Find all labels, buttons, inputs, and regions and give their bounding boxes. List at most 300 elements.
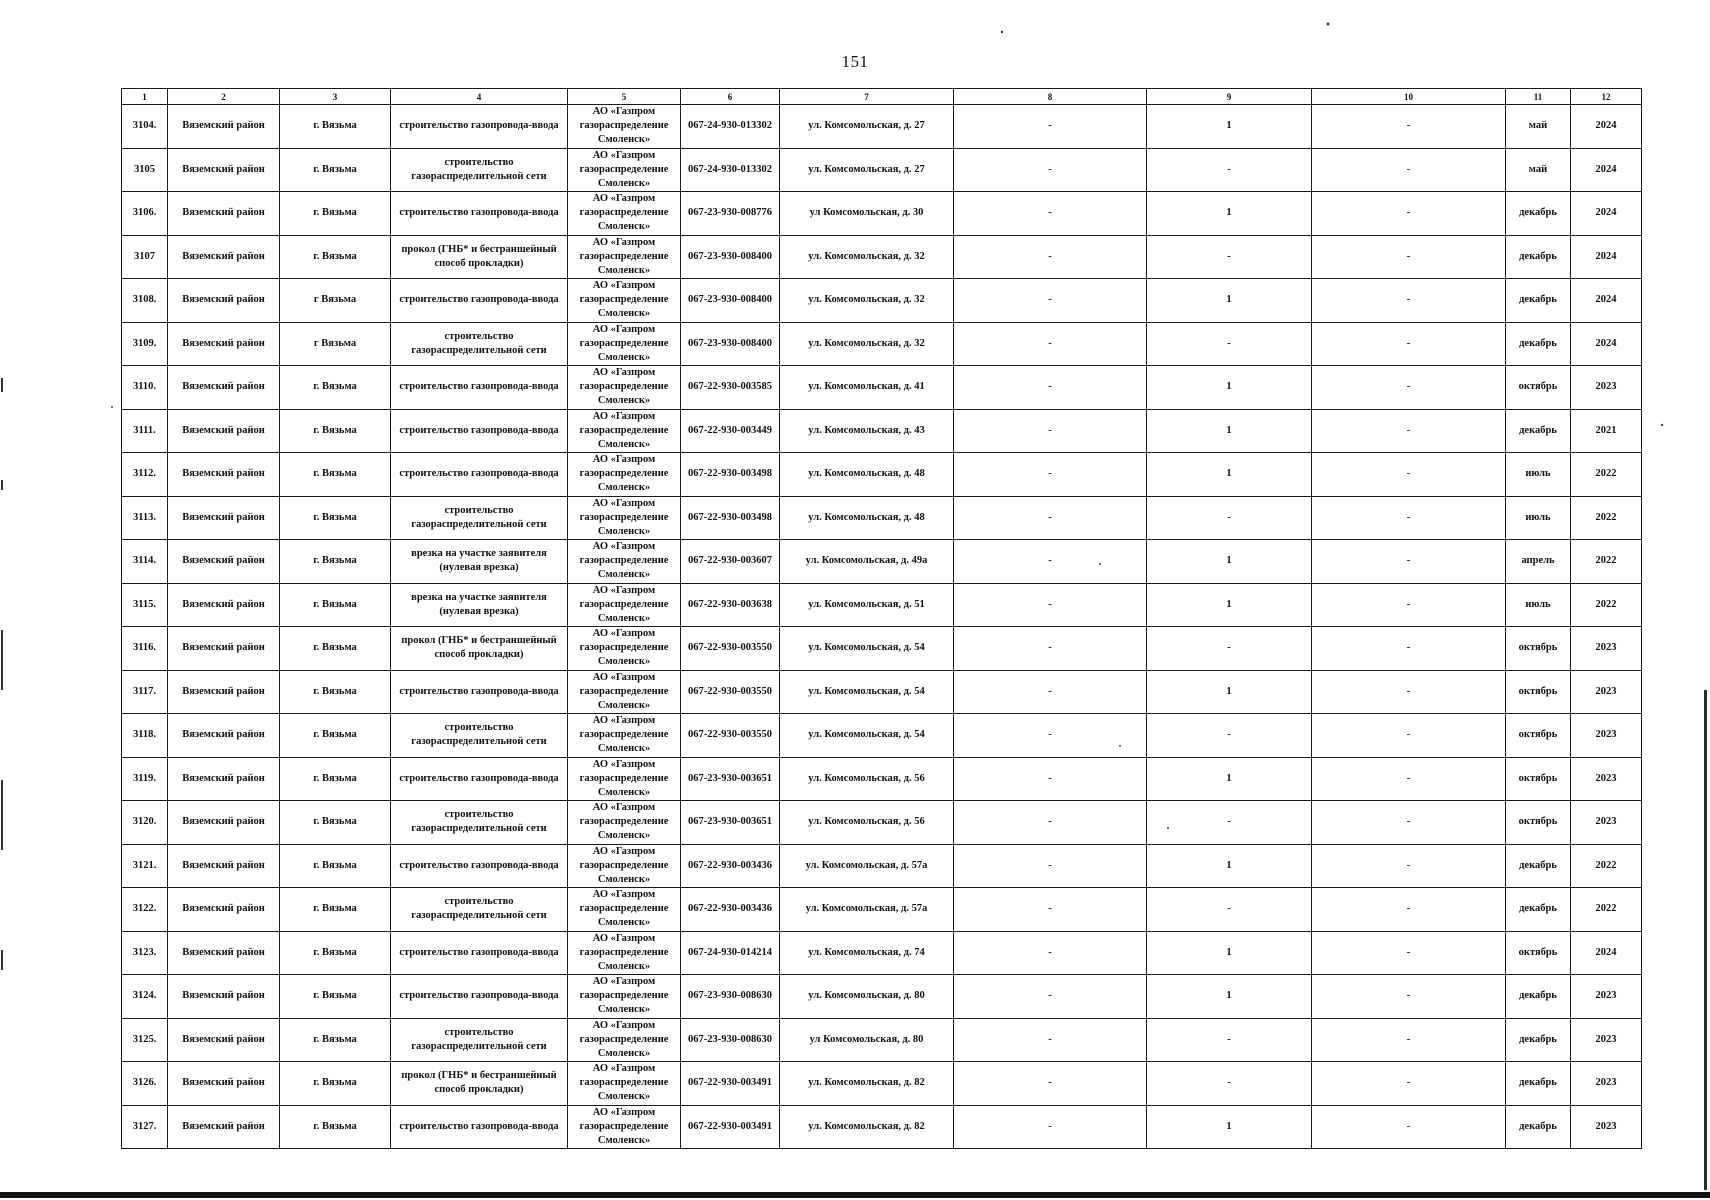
organization-line: Смоленск»: [597, 830, 651, 842]
column-10-cell: -: [1312, 757, 1506, 801]
column-10-cell: -: [1312, 192, 1506, 236]
address-cell: ул Комсомольская, д. 80: [780, 1018, 954, 1062]
organization-line: Смоленск»: [597, 264, 651, 276]
register-table: [121, 88, 1642, 1149]
work-type-line: строительство: [444, 330, 514, 342]
work-type-line: строительство: [444, 156, 514, 168]
column-8-cell: -: [954, 496, 1147, 540]
city-cell: г. Вязьма: [280, 931, 391, 975]
table-row: [122, 1018, 1642, 1062]
application-code-cell: 067-23-930-008400: [681, 235, 780, 279]
organization-line: АО «Газпром: [592, 1106, 656, 1118]
column-8-cell: -: [954, 322, 1147, 366]
row-number: 3114.: [122, 540, 168, 584]
city-cell: г Вязьма: [280, 279, 391, 323]
organization-line: газораспределение: [579, 337, 669, 349]
year-cell: 2021: [1571, 409, 1642, 453]
organization-line: АО «Газпром: [592, 367, 656, 379]
column-8-cell: -: [954, 714, 1147, 758]
address-cell: ул. Комсомольская, д. 32: [780, 322, 954, 366]
organization-line: газораспределение: [579, 555, 669, 567]
work-type-line: строительство газопровода-ввода: [399, 424, 559, 436]
organization-line: Смоленск»: [597, 438, 651, 450]
district-cell: Вяземский район: [168, 409, 280, 453]
city-cell: г. Вязьма: [280, 714, 391, 758]
city-cell: г. Вязьма: [280, 844, 391, 888]
table-row: [122, 540, 1642, 584]
address-cell: ул. Комсомольская, д. 32: [780, 235, 954, 279]
year-cell: 2023: [1571, 670, 1642, 714]
organization-line: АО «Газпром: [592, 1019, 656, 1031]
district-cell: Вяземский район: [168, 888, 280, 932]
column-9-cell: -: [1147, 627, 1312, 671]
work-type-cell: [391, 714, 568, 758]
column-10-cell: -: [1312, 1062, 1506, 1106]
organization-cell: [568, 235, 681, 279]
row-number: 3113.: [122, 496, 168, 540]
district-cell: Вяземский район: [168, 235, 280, 279]
table-row: [122, 192, 1642, 236]
organization-line: Смоленск»: [597, 786, 651, 798]
work-type-line: строительство: [444, 722, 514, 734]
column-header-6: 6: [681, 89, 780, 105]
organization-cell: [568, 105, 681, 149]
month-cell: декабрь: [1506, 192, 1571, 236]
organization-line: АО «Газпром: [592, 628, 656, 640]
column-10-cell: -: [1312, 627, 1506, 671]
column-9-cell: -: [1147, 801, 1312, 845]
column-8-cell: -: [954, 235, 1147, 279]
organization-line: АО «Газпром: [592, 1063, 656, 1075]
row-number: 3118.: [122, 714, 168, 758]
table-row: [122, 1062, 1642, 1106]
address-cell: ул. Комсомольская, д. 54: [780, 627, 954, 671]
district-cell: Вяземский район: [168, 583, 280, 627]
application-code-cell: 067-22-930-003491: [681, 1062, 780, 1106]
application-code-cell: 067-22-930-003449: [681, 409, 780, 453]
year-cell: 2023: [1571, 801, 1642, 845]
city-cell: г. Вязьма: [280, 496, 391, 540]
organization-cell: [568, 192, 681, 236]
work-type-line: газораспределительной сети: [411, 518, 547, 530]
month-cell: декабрь: [1506, 1018, 1571, 1062]
work-type-line: способ прокладки): [434, 1084, 524, 1096]
table-row: [122, 801, 1642, 845]
year-cell: 2023: [1571, 714, 1642, 758]
work-type-line: строительство газопровода-ввода: [399, 120, 559, 132]
year-cell: 2024: [1571, 235, 1642, 279]
scan-bottom-edge: [0, 1192, 1710, 1198]
column-8-cell: -: [954, 670, 1147, 714]
column-header-5: 5: [568, 89, 681, 105]
column-9-cell: 1: [1147, 1105, 1312, 1149]
column-header-9: 9: [1147, 89, 1312, 105]
table-row: [122, 453, 1642, 497]
district-cell: Вяземский район: [168, 1105, 280, 1149]
work-type-line: газораспределительной сети: [411, 823, 547, 835]
address-cell: ул. Комсомольская, д. 54: [780, 714, 954, 758]
row-number: 3127.: [122, 1105, 168, 1149]
organization-line: Смоленск»: [597, 395, 651, 407]
organization-cell: [568, 1105, 681, 1149]
organization-line: АО «Газпром: [592, 454, 656, 466]
year-cell: 2022: [1571, 453, 1642, 497]
organization-line: газораспределение: [579, 468, 669, 480]
table-row: [122, 148, 1642, 192]
organization-line: газораспределение: [579, 990, 669, 1002]
address-cell: ул. Комсомольская, д. 48: [780, 453, 954, 497]
city-cell: г. Вязьма: [280, 670, 391, 714]
organization-line: Смоленск»: [597, 1047, 651, 1059]
work-type-line: строительство газопровода-ввода: [399, 859, 559, 871]
organization-line: газораспределение: [579, 859, 669, 871]
year-cell: 2024: [1571, 192, 1642, 236]
district-cell: Вяземский район: [168, 105, 280, 149]
column-9-cell: 1: [1147, 453, 1312, 497]
column-10-cell: -: [1312, 322, 1506, 366]
work-type-line: строительство газопровода-ввода: [399, 1120, 559, 1132]
city-cell: г. Вязьма: [280, 453, 391, 497]
work-type-line: строительство газопровода-ввода: [399, 772, 559, 784]
organization-line: АО «Газпром: [592, 149, 656, 161]
organization-line: Смоленск»: [597, 221, 651, 233]
year-cell: 2023: [1571, 627, 1642, 671]
table-row: [122, 975, 1642, 1019]
row-number: 3116.: [122, 627, 168, 671]
address-cell: ул. Комсомольская, д. 27: [780, 105, 954, 149]
year-cell: 2022: [1571, 888, 1642, 932]
organization-line: газораспределение: [579, 294, 669, 306]
work-type-line: врезка на участке заявителя: [411, 591, 547, 603]
column-9-cell: -: [1147, 148, 1312, 192]
year-cell: 2022: [1571, 540, 1642, 584]
organization-line: Смоленск»: [597, 960, 651, 972]
column-10-cell: -: [1312, 888, 1506, 932]
organization-line: газораспределение: [579, 598, 669, 610]
organization-line: Смоленск»: [597, 917, 651, 929]
organization-line: газораспределение: [579, 381, 669, 393]
organization-cell: [568, 888, 681, 932]
table-row: [122, 670, 1642, 714]
district-cell: Вяземский район: [168, 975, 280, 1019]
district-cell: Вяземский район: [168, 279, 280, 323]
work-type-line: газораспределительной сети: [411, 736, 547, 748]
column-8-cell: -: [954, 453, 1147, 497]
table-row: [122, 931, 1642, 975]
city-cell: г. Вязьма: [280, 1105, 391, 1149]
work-type-cell: [391, 105, 568, 149]
column-header-11: 11: [1506, 89, 1571, 105]
application-code-cell: 067-23-930-008400: [681, 322, 780, 366]
district-cell: Вяземский район: [168, 670, 280, 714]
organization-line: Смоленск»: [597, 569, 651, 581]
work-type-cell: [391, 801, 568, 845]
address-cell: ул. Комсомольская, д. 41: [780, 366, 954, 410]
organization-cell: [568, 1062, 681, 1106]
year-cell: 2023: [1571, 366, 1642, 410]
work-type-cell: [391, 931, 568, 975]
organization-line: АО «Газпром: [592, 758, 656, 770]
column-8-cell: -: [954, 192, 1147, 236]
row-number: 3125.: [122, 1018, 168, 1062]
district-cell: Вяземский район: [168, 714, 280, 758]
district-cell: Вяземский район: [168, 801, 280, 845]
row-number: 3122.: [122, 888, 168, 932]
district-cell: Вяземский район: [168, 1062, 280, 1106]
column-9-cell: 1: [1147, 105, 1312, 149]
column-10-cell: -: [1312, 279, 1506, 323]
column-8-cell: -: [954, 975, 1147, 1019]
month-cell: май: [1506, 105, 1571, 149]
column-header-4: 4: [391, 89, 568, 105]
district-cell: Вяземский район: [168, 366, 280, 410]
column-header-8: 8: [954, 89, 1147, 105]
column-9-cell: 1: [1147, 192, 1312, 236]
column-10-cell: -: [1312, 975, 1506, 1019]
month-cell: декабрь: [1506, 322, 1571, 366]
column-8-cell: -: [954, 366, 1147, 410]
work-type-line: способ прокладки): [434, 649, 524, 661]
column-header-1: 1: [122, 89, 168, 105]
row-number: 3109.: [122, 322, 168, 366]
work-type-cell: [391, 322, 568, 366]
organization-line: АО «Газпром: [592, 671, 656, 683]
address-cell: ул. Комсомольская, д. 82: [780, 1062, 954, 1106]
column-8-cell: -: [954, 105, 1147, 149]
table-row: [122, 844, 1642, 888]
organization-line: газораспределение: [579, 1120, 669, 1132]
organization-line: АО «Газпром: [592, 715, 656, 727]
column-9-cell: 1: [1147, 757, 1312, 801]
row-number: 3108.: [122, 279, 168, 323]
year-cell: 2022: [1571, 844, 1642, 888]
address-cell: ул. Комсомольская, д. 27: [780, 148, 954, 192]
organization-line: Смоленск»: [597, 1004, 651, 1016]
work-type-line: строительство: [444, 896, 514, 908]
district-cell: Вяземский район: [168, 322, 280, 366]
address-cell: ул. Комсомольская, д. 74: [780, 931, 954, 975]
work-type-cell: [391, 757, 568, 801]
year-cell: 2023: [1571, 1062, 1642, 1106]
column-9-cell: -: [1147, 1062, 1312, 1106]
column-10-cell: -: [1312, 714, 1506, 758]
column-8-cell: -: [954, 757, 1147, 801]
organization-line: газораспределение: [579, 642, 669, 654]
organization-line: АО «Газпром: [592, 584, 656, 596]
month-cell: июль: [1506, 583, 1571, 627]
address-cell: ул. Комсомольская, д. 49а: [780, 540, 954, 584]
organization-line: АО «Газпром: [592, 106, 656, 118]
row-number: 3119.: [122, 757, 168, 801]
work-type-line: строительство: [444, 504, 514, 516]
row-number: 3112.: [122, 453, 168, 497]
organization-cell: [568, 279, 681, 323]
row-number: 3121.: [122, 844, 168, 888]
organization-line: АО «Газпром: [592, 236, 656, 248]
month-cell: октябрь: [1506, 931, 1571, 975]
address-cell: ул. Комсомольская, д. 51: [780, 583, 954, 627]
page-number: 151: [841, 52, 869, 71]
application-code-cell: 067-23-930-003651: [681, 801, 780, 845]
work-type-line: строительство: [444, 809, 514, 821]
address-cell: ул. Комсомольская, д. 43: [780, 409, 954, 453]
scan-edge-marks: [0, 360, 10, 1020]
organization-line: газораспределение: [579, 685, 669, 697]
organization-cell: [568, 409, 681, 453]
work-type-line: прокол (ГНБ* и бестраншейный: [401, 635, 557, 647]
organization-line: Смоленск»: [597, 482, 651, 494]
column-number-row: [122, 89, 1642, 105]
application-code-cell: 067-22-930-003436: [681, 844, 780, 888]
year-cell: 2024: [1571, 105, 1642, 149]
organization-line: газораспределение: [579, 772, 669, 784]
application-code-cell: 067-23-930-003651: [681, 757, 780, 801]
column-8-cell: -: [954, 844, 1147, 888]
scan-right-edge: [1704, 690, 1707, 1190]
work-type-line: газораспределительной сети: [411, 1040, 547, 1052]
work-type-line: строительство газопровода-ввода: [399, 381, 559, 393]
year-cell: 2023: [1571, 1018, 1642, 1062]
year-cell: 2023: [1571, 975, 1642, 1019]
city-cell: г. Вязьма: [280, 148, 391, 192]
application-code-cell: 067-22-930-003498: [681, 453, 780, 497]
row-number: 3117.: [122, 670, 168, 714]
row-number: 3107: [122, 235, 168, 279]
organization-cell: [568, 931, 681, 975]
application-code-cell: 067-22-930-003585: [681, 366, 780, 410]
application-code-cell: 067-22-930-003550: [681, 670, 780, 714]
organization-line: Смоленск»: [597, 699, 651, 711]
column-10-cell: -: [1312, 453, 1506, 497]
organization-line: Смоленск»: [597, 656, 651, 668]
row-number: 3104.: [122, 105, 168, 149]
district-cell: Вяземский район: [168, 931, 280, 975]
table-row: [122, 757, 1642, 801]
district-cell: Вяземский район: [168, 192, 280, 236]
city-cell: г. Вязьма: [280, 801, 391, 845]
work-type-cell: [391, 1105, 568, 1149]
work-type-line: способ прокладки): [434, 257, 524, 269]
city-cell: г. Вязьма: [280, 105, 391, 149]
column-10-cell: -: [1312, 366, 1506, 410]
organization-line: Смоленск»: [597, 612, 651, 624]
row-number: 3115.: [122, 583, 168, 627]
district-cell: Вяземский район: [168, 757, 280, 801]
organization-line: АО «Газпром: [592, 932, 656, 944]
organization-line: Смоленск»: [597, 1134, 651, 1146]
organization-line: газораспределение: [579, 1033, 669, 1045]
work-type-cell: [391, 279, 568, 323]
organization-cell: [568, 148, 681, 192]
month-cell: октябрь: [1506, 757, 1571, 801]
work-type-cell: [391, 975, 568, 1019]
column-10-cell: -: [1312, 409, 1506, 453]
column-9-cell: 1: [1147, 670, 1312, 714]
month-cell: декабрь: [1506, 409, 1571, 453]
column-8-cell: -: [954, 1062, 1147, 1106]
column-9-cell: 1: [1147, 975, 1312, 1019]
city-cell: г Вязьма: [280, 322, 391, 366]
address-cell: ул. Комсомольская, д. 48: [780, 496, 954, 540]
work-type-line: строительство газопровода-ввода: [399, 294, 559, 306]
organization-line: газораспределение: [579, 424, 669, 436]
organization-line: Смоленск»: [597, 1091, 651, 1103]
city-cell: г. Вязьма: [280, 627, 391, 671]
column-header-3: 3: [280, 89, 391, 105]
work-type-line: (нулевая врезка): [439, 562, 519, 574]
column-header-12: 12: [1571, 89, 1642, 105]
organization-cell: [568, 844, 681, 888]
row-number: 3106.: [122, 192, 168, 236]
month-cell: октябрь: [1506, 627, 1571, 671]
district-cell: Вяземский район: [168, 844, 280, 888]
address-cell: ул. Комсомольская, д. 80: [780, 975, 954, 1019]
application-code-cell: 067-22-930-003550: [681, 714, 780, 758]
column-10-cell: -: [1312, 148, 1506, 192]
work-type-line: строительство газопровода-ввода: [399, 685, 559, 697]
work-type-cell: [391, 148, 568, 192]
month-cell: октябрь: [1506, 714, 1571, 758]
work-type-line: строительство газопровода-ввода: [399, 207, 559, 219]
organization-line: газораспределение: [579, 729, 669, 741]
organization-cell: [568, 322, 681, 366]
work-type-line: строительство газопровода-ввода: [399, 468, 559, 480]
work-type-cell: [391, 627, 568, 671]
work-type-line: (нулевая врезка): [439, 605, 519, 617]
column-8-cell: -: [954, 627, 1147, 671]
column-9-cell: 1: [1147, 583, 1312, 627]
work-type-cell: [391, 540, 568, 584]
column-10-cell: -: [1312, 931, 1506, 975]
district-cell: Вяземский район: [168, 496, 280, 540]
work-type-line: газораспределительной сети: [411, 170, 547, 182]
application-code-cell: 067-23-930-008776: [681, 192, 780, 236]
column-8-cell: -: [954, 1018, 1147, 1062]
column-8-cell: -: [954, 888, 1147, 932]
row-number: 3126.: [122, 1062, 168, 1106]
year-cell: 2024: [1571, 148, 1642, 192]
column-header-7: 7: [780, 89, 954, 105]
organization-line: газораспределение: [579, 163, 669, 175]
district-cell: Вяземский район: [168, 453, 280, 497]
month-cell: июль: [1506, 496, 1571, 540]
month-cell: октябрь: [1506, 801, 1571, 845]
column-8-cell: -: [954, 801, 1147, 845]
work-type-line: строительство газопровода-ввода: [399, 990, 559, 1002]
organization-line: Смоленск»: [597, 177, 651, 189]
address-cell: ул. Комсомольская, д. 56: [780, 757, 954, 801]
table-row: [122, 496, 1642, 540]
column-9-cell: -: [1147, 496, 1312, 540]
work-type-cell: [391, 192, 568, 236]
address-cell: ул. Комсомольская, д. 57а: [780, 888, 954, 932]
year-cell: 2024: [1571, 322, 1642, 366]
application-code-cell: 067-22-930-003607: [681, 540, 780, 584]
address-cell: ул. Комсомольская, д. 57а: [780, 844, 954, 888]
column-8-cell: -: [954, 279, 1147, 323]
month-cell: октябрь: [1506, 366, 1571, 410]
city-cell: г. Вязьма: [280, 975, 391, 1019]
row-number: 3124.: [122, 975, 168, 1019]
organization-cell: [568, 1018, 681, 1062]
table-row: [122, 105, 1642, 149]
column-8-cell: -: [954, 409, 1147, 453]
city-cell: г. Вязьма: [280, 1062, 391, 1106]
organization-line: Смоленск»: [597, 308, 651, 320]
column-8-cell: -: [954, 148, 1147, 192]
work-type-cell: [391, 366, 568, 410]
organization-line: Смоленск»: [597, 525, 651, 537]
